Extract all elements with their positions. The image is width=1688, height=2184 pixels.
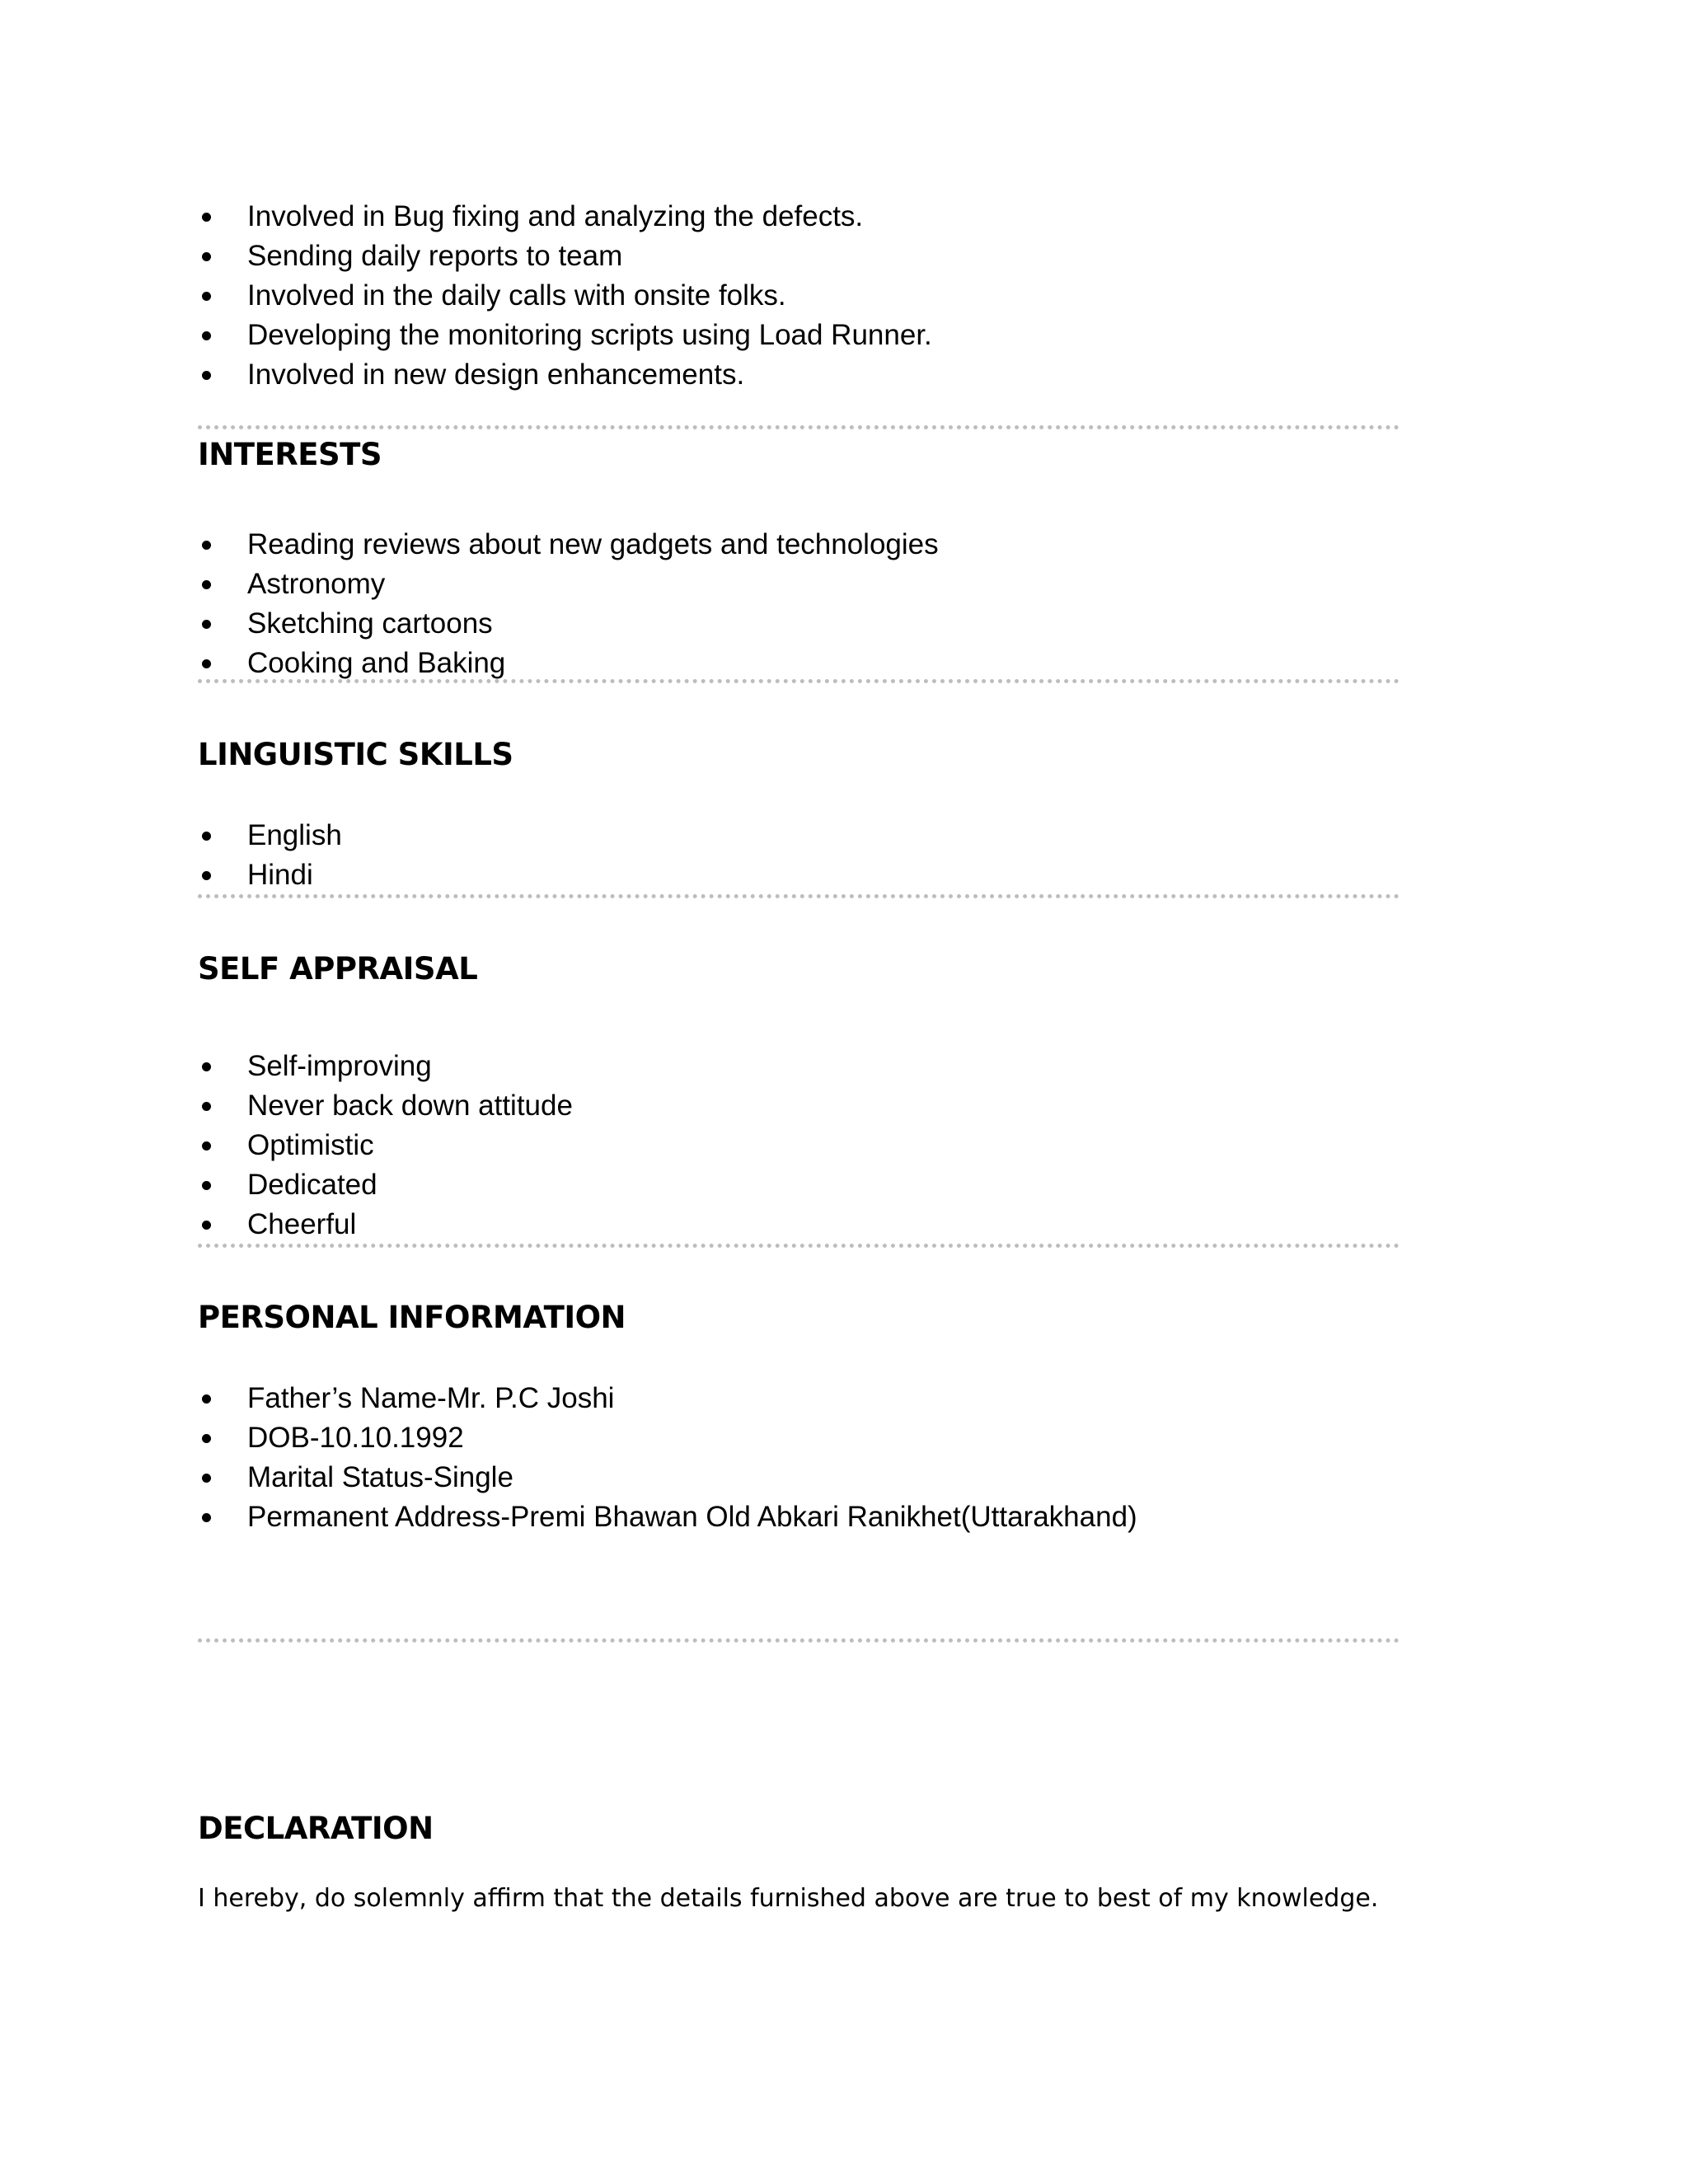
personal-information-list <box>198 1379 1137 1537</box>
list-item: Marital Status-Single <box>198 1458 1137 1497</box>
list-item: Hindi <box>198 855 342 895</box>
interests-list <box>198 525 939 683</box>
list-item: Father’s Name-Mr. P.C Joshi <box>198 1379 1137 1418</box>
list-item: Involved in the daily calls with onsite folks. <box>198 276 932 316</box>
section-divider <box>198 425 1400 429</box>
list-item: Astronomy <box>198 565 939 604</box>
list-item: Sending daily reports to team <box>198 237 932 276</box>
list-item: Self-improving <box>198 1047 573 1086</box>
interests-heading: INTERESTS <box>198 437 382 472</box>
declaration-heading: DECLARATION <box>198 1811 434 1846</box>
list-item: DOB-10.10.1992 <box>198 1418 1137 1458</box>
list-item: Developing the monitoring scripts using Load Runner. <box>198 316 932 355</box>
list-item: English <box>198 816 342 855</box>
self-appraisal-list <box>198 1047 573 1244</box>
declaration-text: I hereby, do solemnly affirm that the details furnished above are true to best of my knowledge. <box>198 1884 1379 1913</box>
list-item: Involved in new design enhancements. <box>198 355 932 395</box>
linguistic-skills-list <box>198 816 342 895</box>
list-item: Never back down attitude <box>198 1086 573 1126</box>
list-item: Cooking and Baking <box>198 644 939 683</box>
experience-list <box>198 197 932 395</box>
personal-information-heading: PERSONAL INFORMATION <box>198 1300 626 1335</box>
section-divider <box>198 1244 1400 1248</box>
self-appraisal-heading: SELF APPRAISAL <box>198 951 478 987</box>
list-item: Cheerful <box>198 1205 573 1244</box>
list-item: Permanent Address-Premi Bhawan Old Abkari Ranikhet(Uttarakhand) <box>198 1497 1137 1537</box>
list-item: Optimistic <box>198 1126 573 1165</box>
list-item: Reading reviews about new gadgets and technologies <box>198 525 939 565</box>
section-divider <box>198 894 1400 898</box>
linguistic-skills-heading: LINGUISTIC SKILLS <box>198 737 513 772</box>
list-item: Involved in Bug fixing and analyzing the defects. <box>198 197 932 237</box>
list-item: Sketching cartoons <box>198 604 939 644</box>
section-divider <box>198 1638 1400 1643</box>
section-divider <box>198 679 1400 683</box>
list-item: Dedicated <box>198 1165 573 1205</box>
